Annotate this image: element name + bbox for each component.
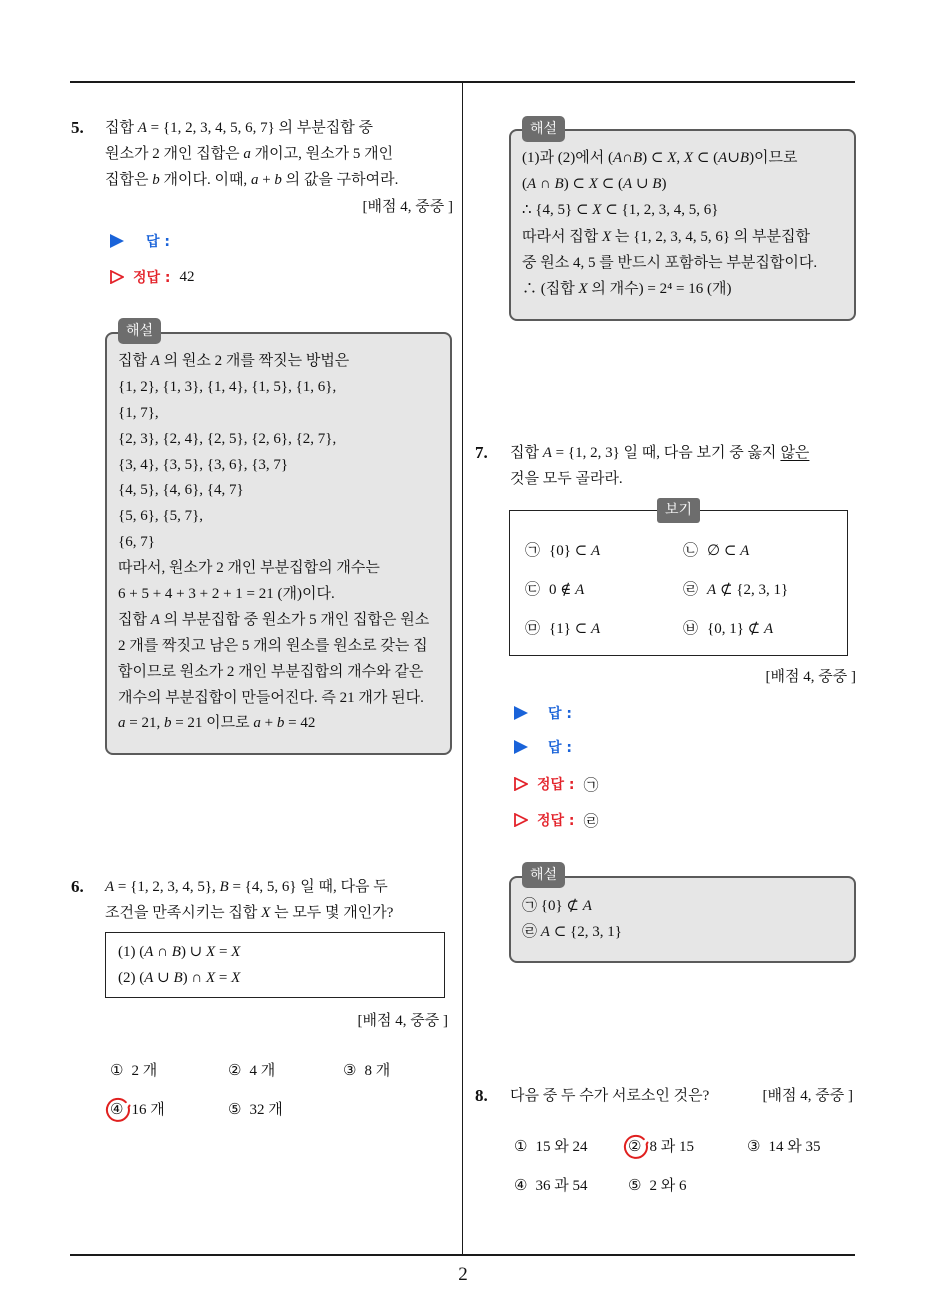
explanation-line: 집합 A 의 원소 2 개를 짝짓는 방법은 — [118, 353, 350, 369]
explanation-line: 2 개를 짝짓고 남은 5 개의 원소를 원소로 갖는 집 — [118, 637, 428, 654]
explanation-line: {6, 7} — [118, 534, 155, 551]
condition-line: (1) (A ∩ B) ∪ X = X — [118, 944, 241, 960]
choice-text: 8 개 — [364, 1063, 391, 1079]
explanation-text — [522, 145, 817, 302]
choice-text: 32 개 — [249, 1102, 283, 1118]
choice-option — [110, 1058, 157, 1084]
bogi-mark: ㉡ — [683, 543, 699, 559]
bogi-mark: ㉤ — [525, 621, 541, 637]
choice-number: ④ — [110, 1102, 124, 1118]
correct-answer-label: 정답 : — [537, 777, 575, 793]
condition-line: (2) (A ∪ B) ∩ X = X — [118, 970, 241, 986]
explanation-line: 집합 A 의 부분집합 중 원소가 5 개인 집합은 원소 — [118, 611, 430, 628]
choice-option — [628, 1173, 686, 1199]
explanation-tab: 해설 — [522, 116, 565, 142]
play-triangle-filled-icon — [110, 234, 124, 248]
problem-number: 7. — [475, 443, 488, 462]
question-text — [105, 115, 398, 193]
explanation-line: 6 + 5 + 4 + 3 + 2 + 1 = 21 (개)이다. — [118, 586, 335, 603]
choice-number: ① — [514, 1139, 528, 1155]
explanation-line: 개수의 부분집합이 만들어진다. 즉 21 개가 된다. — [118, 689, 424, 706]
conditions-list — [118, 939, 240, 991]
bogi-mark: ㉥ — [683, 621, 699, 637]
bogi-item — [525, 616, 600, 642]
question-line: 원소가 2 개인 집합은 a 개이고, 원소가 5 개인 — [105, 146, 394, 162]
explanation-line: 따라서, 원소가 2 개인 부분집합의 개수는 — [118, 560, 380, 577]
correct-answer-value: 42 — [179, 268, 195, 285]
choice-number: ⑤ — [628, 1178, 642, 1194]
explanation-line: {3, 4}, {3, 5}, {3, 6}, {3, 7} — [118, 456, 289, 473]
conditions-box — [105, 932, 445, 998]
explanation-line: 따라서 집합 X 는 {1, 2, 3, 4, 5, 6} 의 부분집합 — [522, 228, 810, 245]
problem-number: 6. — [71, 877, 84, 896]
choice-number: ② — [628, 1139, 642, 1155]
bogi-text: ∅ ⊂ A — [707, 543, 750, 559]
hand-drawn-circle-icon — [622, 1133, 650, 1161]
correct-answer-row — [514, 771, 599, 797]
explanation-box — [509, 121, 856, 321]
choice-number: ④ — [514, 1178, 528, 1194]
bogi-text: 0 ∉ A — [549, 582, 585, 598]
choice-option — [343, 1058, 390, 1084]
explanation-line: {1, 7}, — [118, 404, 159, 421]
question-text — [105, 874, 393, 926]
explanation-line: ∴ (집합 X 의 개수) = 2⁴ = 16 (개) — [522, 280, 732, 297]
question-text: 다음 중 두 수가 서로소인 것은? — [510, 1088, 710, 1104]
bottom-rule — [70, 1254, 855, 1256]
bogi-item — [683, 577, 788, 603]
explanation-box — [509, 867, 856, 963]
page-number: 2 — [458, 1264, 468, 1285]
choice-number: ② — [228, 1063, 242, 1079]
explanation-tab: 해설 — [118, 318, 161, 344]
question-line: 집합은 b 개이다. 이때, a + b 의 값을 구하여라. — [105, 172, 399, 188]
explanation-line: ㉣ A ⊂ {2, 3, 1} — [522, 924, 622, 940]
choice-option — [514, 1173, 587, 1199]
column-divider — [462, 82, 463, 1256]
correct-answer-label: 정답 : — [133, 270, 171, 286]
choice-text: 8 과 15 — [649, 1139, 694, 1155]
choice-option — [228, 1058, 275, 1084]
choice-option — [228, 1097, 283, 1123]
bogi-mark: ㉢ — [525, 582, 541, 598]
explanation-line: ㉠ {0} ⊄ A — [522, 898, 592, 914]
explanation-line: 합이므로 원소가 2 개인 부분집합의 개수와 같은 — [118, 663, 424, 680]
explanation-line: (1)과 (2)에서 (A∩B) ⊂ X, X ⊂ (A∪B)이므로 — [522, 150, 798, 166]
explanation-line: {5, 6}, {5, 7}, — [118, 508, 204, 525]
answer-row — [514, 734, 572, 760]
choice-text: 15 와 24 — [535, 1139, 588, 1155]
explanation-line: {1, 2}, {1, 3}, {1, 4}, {1, 5}, {1, 6}, — [118, 378, 337, 395]
bogi-mark: ㉣ — [683, 582, 699, 598]
bogi-box — [509, 502, 848, 656]
bogi-text: A ⊄ {2, 3, 1} — [707, 582, 789, 598]
hand-drawn-circle-icon — [104, 1096, 132, 1124]
answer-row — [110, 228, 170, 254]
bogi-item — [683, 538, 749, 564]
explanation-line: {4, 5}, {4, 6}, {4, 7} — [118, 482, 244, 499]
bogi-tab: 보기 — [657, 498, 700, 523]
underlined-emphasis: 않은 — [780, 445, 810, 461]
play-triangle-outline-icon — [514, 813, 528, 827]
problem-number: 8. — [475, 1086, 488, 1105]
explanation-tab: 해설 — [522, 862, 565, 888]
choice-number: ③ — [747, 1139, 761, 1155]
answer-label: 답 : — [548, 706, 572, 722]
question-line: 것을 모두 골라라. — [510, 471, 623, 487]
choice-text: 2 와 6 — [649, 1178, 687, 1194]
correct-answer-value: ㉠ — [583, 777, 599, 794]
explanation-line: ∴ {4, 5} ⊂ X ⊂ {1, 2, 3, 4, 5, 6} — [522, 202, 719, 219]
problem-number: 5. — [71, 118, 84, 137]
bogi-text: {1} ⊂ A — [549, 621, 601, 637]
choice-option — [747, 1134, 820, 1160]
explanation-box — [105, 323, 452, 755]
correct-answer-row — [110, 264, 195, 290]
play-triangle-outline-icon — [514, 777, 528, 791]
correct-answer-value: ㉣ — [583, 813, 599, 830]
choice-text: 16 개 — [131, 1102, 165, 1118]
score-info: [배점 4, 중중 ] — [765, 669, 856, 685]
bogi-item — [683, 616, 773, 642]
question-line-text: 집합 A = {1, 2, 3} 일 때, 다음 보기 중 옳지 — [510, 445, 777, 461]
score-info: [배점 4, 중중 ] — [762, 1088, 853, 1104]
explanation-text — [522, 893, 622, 945]
choice-text: 2 개 — [131, 1063, 158, 1079]
answer-label: 답 : — [548, 740, 572, 756]
play-triangle-outline-icon — [110, 270, 124, 284]
answer-row — [514, 700, 572, 726]
explanation-text — [118, 349, 429, 737]
question-text — [510, 440, 809, 492]
explanation-line: 중 원소 4, 5 를 반드시 포함하는 부분집합이다. — [522, 254, 818, 271]
explanation-line: (A ∩ B) ⊂ X ⊂ (A ∪ B) — [522, 176, 667, 193]
question-line: 조건을 만족시키는 집합 X 는 모두 몇 개인가? — [105, 905, 394, 921]
explanation-line: {2, 3}, {2, 4}, {2, 5}, {2, 6}, {2, 7}, — [118, 430, 337, 447]
choice-text: 36 과 54 — [535, 1178, 588, 1194]
choice-number: ① — [110, 1063, 124, 1079]
correct-answer-label: 정답 : — [537, 813, 575, 829]
choice-number: ⑤ — [228, 1102, 242, 1118]
score-info: [배점 4, 중중 ] — [362, 199, 453, 215]
explanation-line: a = 21, b = 21 이므로 a + b = 42 — [118, 715, 316, 732]
question-line: 집합 A = {1, 2, 3, 4, 5, 6, 7} 의 부분집합 중 — [105, 120, 373, 136]
answer-label: 답 : — [146, 234, 170, 250]
score-info: [배점 4, 중중 ] — [357, 1013, 448, 1029]
play-triangle-filled-icon — [514, 706, 528, 720]
bogi-item — [525, 538, 600, 564]
choice-number: ③ — [343, 1063, 357, 1079]
choice-text: 14 와 35 — [768, 1139, 821, 1155]
correct-answer-row — [514, 807, 599, 833]
question-line — [510, 440, 809, 466]
choice-text: 4 개 — [249, 1063, 276, 1079]
play-triangle-filled-icon — [514, 740, 528, 754]
bogi-item — [525, 577, 584, 603]
bogi-text: {0, 1} ⊄ A — [707, 621, 774, 637]
bogi-text: {0} ⊂ A — [549, 543, 601, 559]
bogi-mark: ㉠ — [525, 543, 541, 559]
choice-option — [514, 1134, 587, 1160]
question-line: A = {1, 2, 3, 4, 5}, B = {4, 5, 6} 일 때, 다음 두 — [105, 879, 388, 895]
